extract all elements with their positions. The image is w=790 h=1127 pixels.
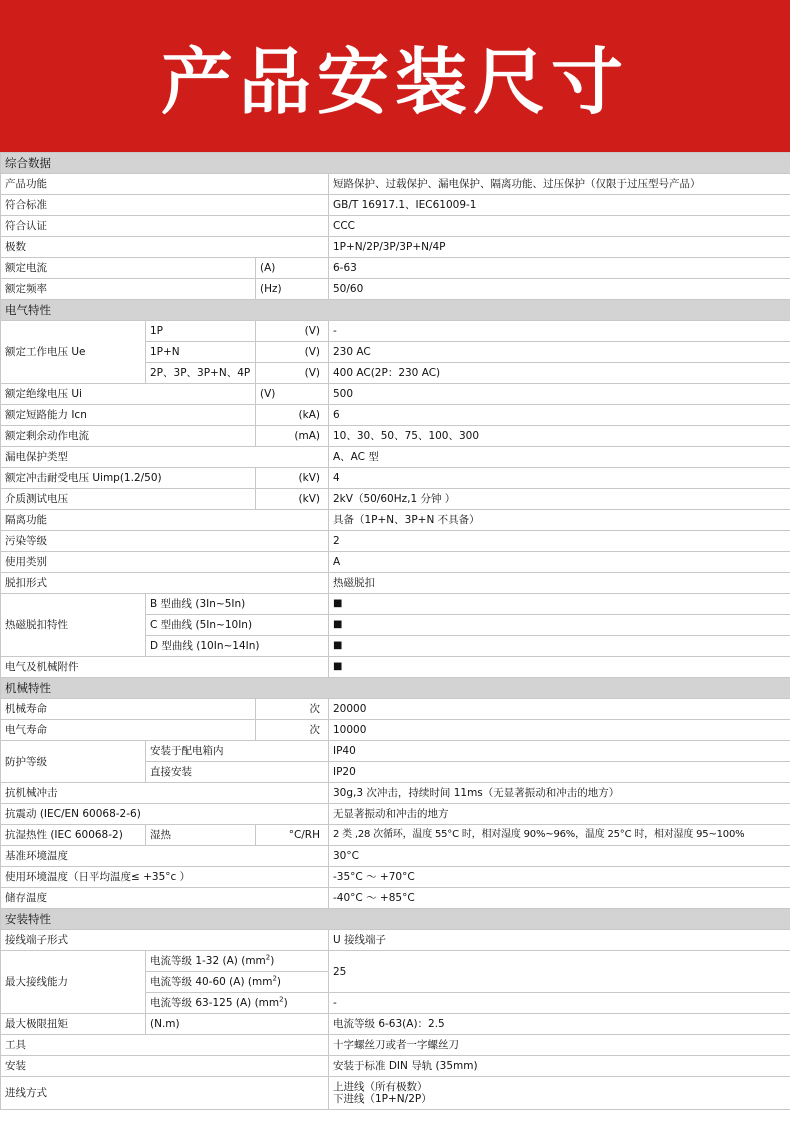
spec-table xyxy=(0,152,790,1110)
section-header-electrical: 电气特性 xyxy=(1,300,790,321)
spec-value: A xyxy=(329,552,790,573)
table-row xyxy=(1,1056,790,1077)
spec-sublabel: B 型曲线 (3In~5In) xyxy=(146,594,329,615)
filled-square-icon: ■ xyxy=(329,615,790,636)
wiring-line-bottom: 下进线（1P+N/2P） xyxy=(333,1093,432,1105)
spec-value: 50/60 xyxy=(329,279,790,300)
spec-value: 10000 xyxy=(329,720,790,741)
table-row xyxy=(1,174,790,195)
spec-label: 最大极限扭矩 xyxy=(1,1014,146,1035)
spec-label: 使用类别 xyxy=(1,552,329,573)
spec-value: U 接线端子 xyxy=(329,930,790,951)
table-row xyxy=(1,888,790,909)
table-row xyxy=(1,825,790,846)
spec-label: 额定频率 xyxy=(1,279,256,300)
spec-label: 安装 xyxy=(1,1056,329,1077)
table-row xyxy=(1,447,790,468)
spec-value: 十字螺丝刀或者一字螺丝刀 xyxy=(329,1035,790,1056)
spec-value: 短路保护、过载保护、漏电保护、隔离功能、过压保护（仅限于过压型号产品） xyxy=(329,174,790,195)
table-row xyxy=(1,321,790,342)
spec-value: CCC xyxy=(329,216,790,237)
table-row xyxy=(1,573,790,594)
title-banner xyxy=(0,0,790,152)
spec-value: GB/T 16917.1、IEC61009-1 xyxy=(329,195,790,216)
spec-value: IP40 xyxy=(329,741,790,762)
spec-label: 防护等级 xyxy=(1,741,146,783)
spec-value: IP20 xyxy=(329,762,790,783)
spec-value: 4 xyxy=(329,468,790,489)
table-row xyxy=(1,405,790,426)
spec-value: 6-63 xyxy=(329,258,790,279)
spec-label: 符合标准 xyxy=(1,195,329,216)
spec-value: 具备（1P+N、3P+N 不具备） xyxy=(329,510,790,531)
spec-value: 30g,3 次冲击，持续时间 11ms（无显著振动和冲击的地方） xyxy=(329,783,790,804)
table-row xyxy=(1,426,790,447)
table-row xyxy=(1,1014,790,1035)
spec-label: 漏电保护类型 xyxy=(1,447,329,468)
spec-unit: (mA) xyxy=(256,426,329,447)
table-row xyxy=(1,804,790,825)
table-row xyxy=(1,384,790,405)
spec-unit: (V) xyxy=(256,321,329,342)
spec-sublabel: 电流等级 63-125 (A) $(mm^2)$ xyxy=(146,993,329,1014)
spec-label: 抗机械冲击 xyxy=(1,783,329,804)
table-row xyxy=(1,1077,790,1110)
spec-label: 介质测试电压 xyxy=(1,489,256,510)
spec-value: - xyxy=(329,321,790,342)
section-header-general: 综合数据 xyxy=(1,153,790,174)
spec-unit: °C/RH xyxy=(256,825,329,846)
filled-square-icon: ■ xyxy=(329,657,790,678)
spec-unit: (A) xyxy=(256,258,329,279)
spec-value: 电流等级 6-63(A)：2.5 xyxy=(329,1014,790,1035)
spec-label: 额定短路能力 Icn xyxy=(1,405,256,426)
wiring-line-top: 上进线（所有极数） xyxy=(333,1081,428,1093)
spec-label: 额定冲击耐受电压 Uimp(1.2/50) xyxy=(1,468,256,489)
spec-label: 脱扣形式 xyxy=(1,573,329,594)
table-row xyxy=(1,867,790,888)
spec-value: 无显著振动和冲击的地方 xyxy=(329,804,790,825)
spec-label: 储存温度 xyxy=(1,888,329,909)
spec-label: 隔离功能 xyxy=(1,510,329,531)
spec-value: 2kV（50/60Hz,1 分钟 ） xyxy=(329,489,790,510)
filled-square-icon: ■ xyxy=(329,636,790,657)
spec-unit: (N.m) xyxy=(146,1014,329,1035)
table-row xyxy=(1,657,790,678)
spec-value: A、AC 型 xyxy=(329,447,790,468)
table-row xyxy=(1,699,790,720)
spec-label: 抗震动 (IEC/EN 60068-2-6) xyxy=(1,804,329,825)
table-row xyxy=(1,552,790,573)
table-row xyxy=(1,258,790,279)
spec-value: -40°C ～ +85°C xyxy=(329,888,790,909)
spec-label: 机械寿命 xyxy=(1,699,256,720)
spec-unit: (V) xyxy=(256,342,329,363)
table-row xyxy=(1,594,790,615)
spec-sublabel: 湿热 xyxy=(146,825,256,846)
spec-value: 500 xyxy=(329,384,790,405)
table-row xyxy=(1,531,790,552)
table-row xyxy=(1,741,790,762)
spec-value: 热磁脱扣 xyxy=(329,573,790,594)
filled-square-icon: ■ xyxy=(329,594,790,615)
spec-label: 进线方式 xyxy=(1,1077,329,1110)
spec-label: 额定工作电压 Ue xyxy=(1,321,146,384)
spec-label: 额定剩余动作电流 xyxy=(1,426,256,447)
spec-value: 6 xyxy=(329,405,790,426)
spec-unit: (Hz) xyxy=(256,279,329,300)
spec-label: 使用环境温度（日平均温度≤ +35°c ） xyxy=(1,867,329,888)
spec-label: 污染等级 xyxy=(1,531,329,552)
table-row xyxy=(1,195,790,216)
section-header-install: 安装特性 xyxy=(1,909,790,930)
spec-unit: 次 xyxy=(256,699,329,720)
table-row xyxy=(1,216,790,237)
spec-label: 电气寿命 xyxy=(1,720,256,741)
spec-sublabel: 直接安装 xyxy=(146,762,329,783)
spec-sublabel: C 型曲线 (5In~10In) xyxy=(146,615,329,636)
section-header-mechanical: 机械特性 xyxy=(1,678,790,699)
spec-sublabel: 1P xyxy=(146,321,256,342)
spec-label: 符合认证 xyxy=(1,216,329,237)
table-row xyxy=(1,951,790,972)
spec-label: 基准环境温度 xyxy=(1,846,329,867)
spec-value xyxy=(329,1077,790,1110)
spec-label: 额定绝缘电压 Ui xyxy=(1,384,256,405)
spec-value: 2 xyxy=(329,531,790,552)
spec-value: 10、30、50、75、100、300 xyxy=(329,426,790,447)
spec-value: -35°C ～ +70°C xyxy=(329,867,790,888)
spec-value: 25 xyxy=(329,951,790,993)
table-row xyxy=(1,489,790,510)
spec-sublabel: 电流等级 40-60 (A) $(mm^2)$ xyxy=(146,972,329,993)
spec-unit: (V) xyxy=(256,384,329,405)
page-title: 产品安装尺寸 xyxy=(160,40,629,124)
spec-value: 2 类 ,28 次循环，温度 55°C 时，相对湿度 90%~96%，温度 25°C 时，相对湿度 95~100% xyxy=(329,825,790,846)
spec-value: 30°C xyxy=(329,846,790,867)
spec-label: 产品功能 xyxy=(1,174,329,195)
spec-value: 20000 xyxy=(329,699,790,720)
spec-label: 最大接线能力 xyxy=(1,951,146,1014)
spec-sublabel: 2P、3P、3P+N、4P xyxy=(146,363,256,384)
table-row xyxy=(1,279,790,300)
spec-value: 230 AC xyxy=(329,342,790,363)
table-row xyxy=(1,846,790,867)
spec-label: 工具 xyxy=(1,1035,329,1056)
spec-value: - xyxy=(329,993,790,1014)
table-row xyxy=(1,468,790,489)
table-row xyxy=(1,720,790,741)
table-row xyxy=(1,783,790,804)
spec-sublabel: 安装于配电箱内 xyxy=(146,741,329,762)
spec-sublabel: D 型曲线 (10In~14In) xyxy=(146,636,329,657)
spec-unit: (V) xyxy=(256,363,329,384)
spec-unit: (kV) xyxy=(256,468,329,489)
spec-unit: 次 xyxy=(256,720,329,741)
table-row xyxy=(1,510,790,531)
spec-label: 接线端子形式 xyxy=(1,930,329,951)
spec-label: 电气及机械附件 xyxy=(1,657,329,678)
spec-unit: (kV) xyxy=(256,489,329,510)
spec-value: 1P+N/2P/3P/3P+N/4P xyxy=(329,237,790,258)
spec-unit: (kA) xyxy=(256,405,329,426)
spec-label: 热磁脱扣特性 xyxy=(1,594,146,657)
spec-value: 安装于标准 DIN 导轨 (35mm) xyxy=(329,1056,790,1077)
spec-sublabel: 电流等级 1-32 (A) $(mm^2)$ xyxy=(146,951,329,972)
spec-sublabel: 1P+N xyxy=(146,342,256,363)
spec-label: 抗湿热性 (IEC 60068-2) xyxy=(1,825,146,846)
spec-label: 极数 xyxy=(1,237,329,258)
spec-value: 400 AC(2P：230 AC) xyxy=(329,363,790,384)
table-row xyxy=(1,237,790,258)
spec-label: 额定电流 xyxy=(1,258,256,279)
table-row xyxy=(1,930,790,951)
table-row xyxy=(1,1035,790,1056)
